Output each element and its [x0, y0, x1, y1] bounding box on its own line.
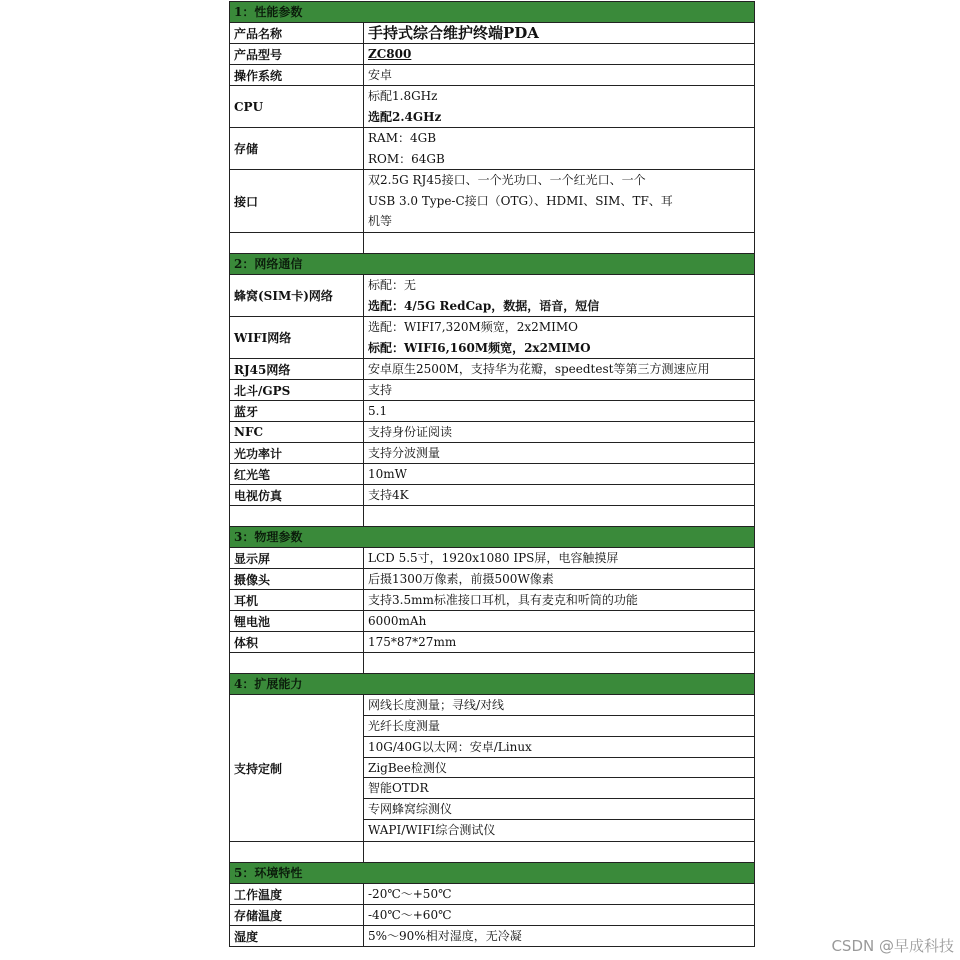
table-row [230, 485, 754, 506]
row-values [364, 170, 754, 232]
row-value: 支持分波测量 [368, 446, 441, 460]
row-label: 电视仿真 [230, 485, 364, 505]
row-values [364, 359, 754, 379]
row-values [364, 44, 754, 64]
row-values [364, 485, 754, 505]
table-row [230, 464, 754, 485]
row-values [364, 653, 754, 673]
row-value: 175*87*27mm [368, 635, 457, 649]
row-values [364, 317, 754, 358]
row-label [230, 842, 364, 862]
row-value: 支持4K [368, 488, 409, 502]
section-title: 2：网络通信 [234, 257, 303, 271]
row-label [230, 506, 364, 526]
row-value: ZC800 [368, 47, 412, 61]
row-values [364, 128, 754, 169]
row-label: RJ45网络 [230, 359, 364, 379]
row-label: 接口 [230, 170, 364, 232]
table-row [230, 317, 754, 359]
row-values [364, 842, 754, 862]
row-value: 后摄1300万像素，前摄500W像素 [368, 572, 554, 586]
table-row [230, 842, 754, 863]
row-value: 双2.5G RJ45接口、一个光功口、一个红光口、一个 [368, 173, 646, 187]
row-label: 耳机 [230, 590, 364, 610]
row-values [364, 695, 754, 841]
row-label: 支持定制 [230, 695, 364, 841]
row-label: 体积 [230, 632, 364, 652]
row-value: 标配：无 [368, 278, 417, 292]
row-label: 产品型号 [230, 44, 364, 64]
row-value [364, 506, 754, 526]
row-value: 支持身份证阅读 [368, 425, 453, 439]
row-values [364, 905, 754, 925]
table-row [230, 401, 754, 422]
table-row [230, 359, 754, 380]
section-header [230, 863, 754, 884]
row-value: 支持3.5mm标准接口耳机，具有麦克和听筒的功能 [368, 593, 638, 607]
row-value: ROM：64GB [368, 151, 445, 166]
row-value: 5.1 [368, 404, 388, 418]
table-row [230, 233, 754, 254]
row-values [364, 422, 754, 442]
row-value: ZigBee检测仪 [364, 758, 754, 779]
row-label: 蓝牙 [230, 401, 364, 421]
section-title: 4：扩展能力 [234, 677, 303, 691]
row-values [364, 23, 754, 43]
row-label: 北斗/GPS [230, 380, 364, 400]
row-value: 智能OTDR [364, 778, 754, 799]
row-label: 存储温度 [230, 905, 364, 925]
section-header [230, 527, 754, 548]
row-label: 蜂窝(SIM卡)网络 [230, 275, 364, 316]
watermark: CSDN @早成科技 [831, 937, 954, 955]
row-value [364, 233, 754, 253]
row-value: -20℃～+50℃ [368, 887, 452, 901]
section-title: 1：性能参数 [234, 5, 303, 19]
row-values [364, 380, 754, 400]
row-value: 选配2.4GHz [368, 109, 442, 124]
row-label: 显示屏 [230, 548, 364, 568]
row-value: 支持 [368, 383, 393, 397]
row-value: 专网蜂窝综测仪 [364, 799, 754, 820]
row-value: 选配：WIFI7,320M频宽，2x2MIMO [368, 320, 578, 334]
row-values [364, 86, 754, 127]
row-values [364, 590, 754, 610]
row-value [364, 842, 754, 862]
row-label: WIFI网络 [230, 317, 364, 358]
table-row [230, 653, 754, 674]
row-label: 工作温度 [230, 884, 364, 904]
table-row [230, 380, 754, 401]
table-row [230, 170, 754, 233]
row-label: 光功率计 [230, 443, 364, 463]
row-values [364, 926, 754, 946]
row-label: 操作系统 [230, 65, 364, 85]
row-value: USB 3.0 Type-C接口（OTG）、HDMI、SIM、TF、耳 [368, 193, 673, 208]
row-value: 选配：4/5G RedCap，数据，语音，短信 [368, 298, 600, 313]
row-label: 红光笔 [230, 464, 364, 484]
section-header [230, 254, 754, 275]
row-label: 锂电池 [230, 611, 364, 631]
section-title: 5：环境特性 [234, 866, 303, 880]
row-values [364, 65, 754, 85]
table-row [230, 905, 754, 926]
row-value [364, 653, 754, 673]
row-value: 光纤长度测量 [364, 716, 754, 737]
table-row [230, 443, 754, 464]
row-values [364, 569, 754, 589]
table-row [230, 926, 754, 947]
table-row [230, 548, 754, 569]
table-row [230, 632, 754, 653]
row-values [364, 884, 754, 904]
section-header [230, 674, 754, 695]
table-row [230, 590, 754, 611]
table-row [230, 128, 754, 170]
row-value: 机等 [368, 214, 393, 229]
table-row [230, 884, 754, 905]
table-row [230, 23, 754, 44]
row-values [364, 464, 754, 484]
row-value: RAM：4GB [368, 131, 437, 145]
row-values [364, 548, 754, 568]
row-value: 安卓 [368, 68, 393, 82]
row-value: 标配：WIFI6,160M频宽，2x2MIMO [368, 340, 591, 355]
table-row [230, 275, 754, 317]
row-label: 产品名称 [230, 23, 364, 43]
section-header [230, 2, 754, 23]
row-values [364, 233, 754, 253]
row-value: 网线长度测量；寻线/对线 [364, 695, 754, 716]
row-values [364, 443, 754, 463]
row-value: 5%～90%相对湿度，无冷凝 [368, 929, 522, 943]
row-value: 10G/40G以太网：安卓/Linux [364, 737, 754, 758]
row-values [364, 275, 754, 316]
row-value: 安卓原生2500M，支持华为花瓣，speedtest等第三方测速应用 [368, 362, 710, 376]
row-label: 存储 [230, 128, 364, 169]
row-values [364, 632, 754, 652]
row-value: 10mW [368, 467, 407, 481]
table-row [230, 611, 754, 632]
table-row [230, 422, 754, 443]
row-value: 手持式综合维护终端PDA [368, 24, 539, 42]
row-value: 标配1.8GHz [368, 89, 438, 103]
row-value: LCD 5.5寸，1920x1080 IPS屏，电容触摸屏 [368, 551, 619, 565]
spec-table [229, 1, 755, 947]
row-value: WAPI/WIFI综合测试仪 [368, 823, 496, 838]
row-label: 摄像头 [230, 569, 364, 589]
row-label [230, 233, 364, 253]
row-values [364, 611, 754, 631]
row-values [364, 401, 754, 421]
row-label [230, 653, 364, 673]
row-label: CPU [230, 86, 364, 127]
table-row [230, 86, 754, 128]
table-row [230, 569, 754, 590]
row-label: NFC [230, 422, 364, 442]
table-row [230, 65, 754, 86]
section-title: 3：物理参数 [234, 530, 303, 544]
table-row [230, 695, 754, 842]
row-values [364, 506, 754, 526]
table-row [230, 44, 754, 65]
table-row [230, 506, 754, 527]
row-value: 6000mAh [368, 614, 427, 628]
row-label: 湿度 [230, 926, 364, 946]
row-value: -40℃～+60℃ [368, 908, 452, 922]
